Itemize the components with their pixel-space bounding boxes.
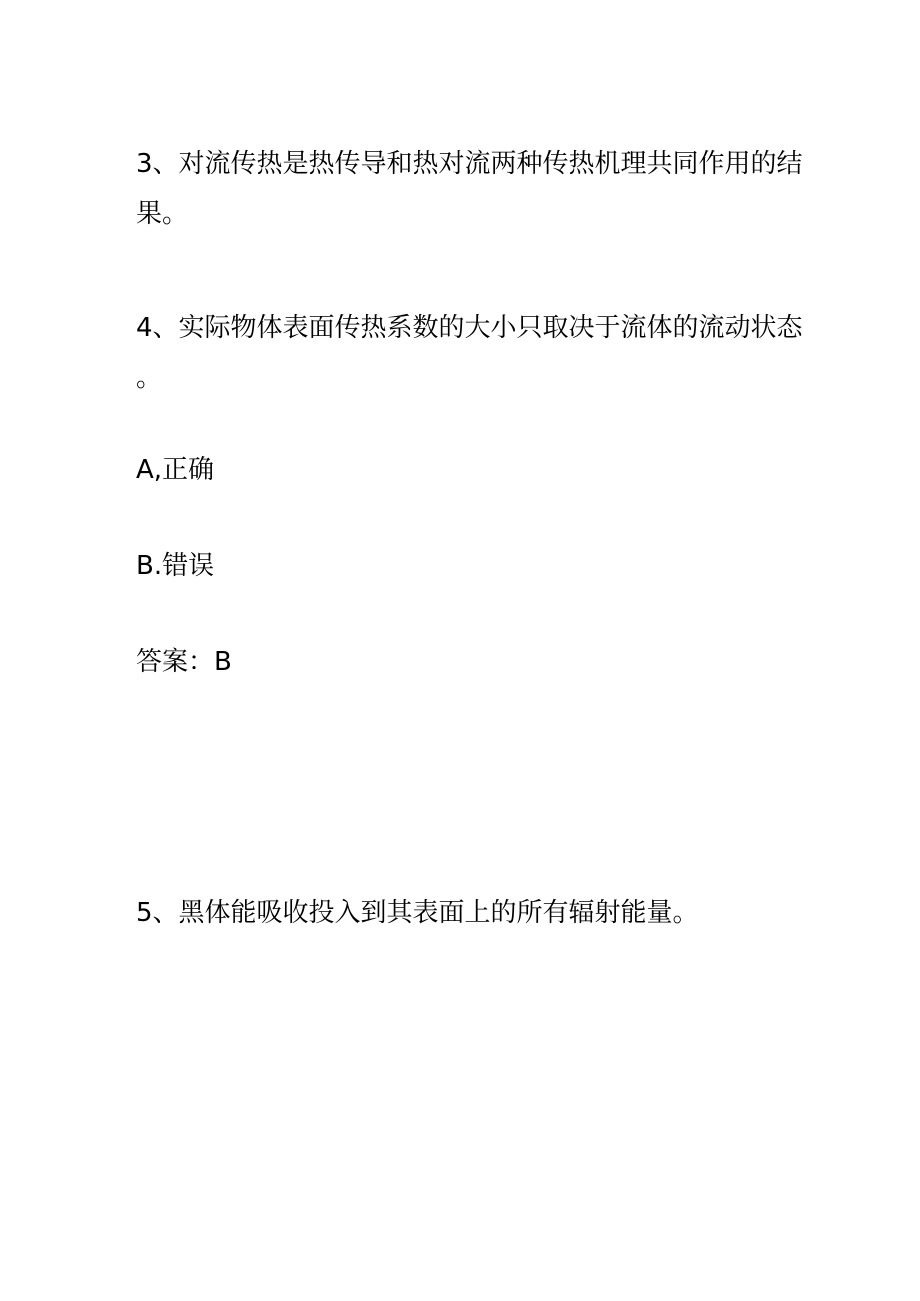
question-4-text-line-1: 4、实际物体表面传热系数的大小只取决于流体的流动状态 — [136, 313, 803, 343]
question-3-text-line-1: 3、对流传热是热传导和热对流两种传热机理共同作用的结 — [136, 149, 803, 179]
question-4-text-line-2: 。 — [136, 363, 163, 393]
question-5-text-line-1: 5、黑体能吸收投入到其表面上的所有辐射能量。 — [136, 898, 699, 928]
question-4-option-b: B.错误 — [136, 551, 215, 581]
question-4-answer: 答案：B — [136, 647, 232, 677]
question-3-text-line-2: 果。 — [136, 199, 189, 229]
question-4-option-a: A,正确 — [136, 455, 215, 485]
